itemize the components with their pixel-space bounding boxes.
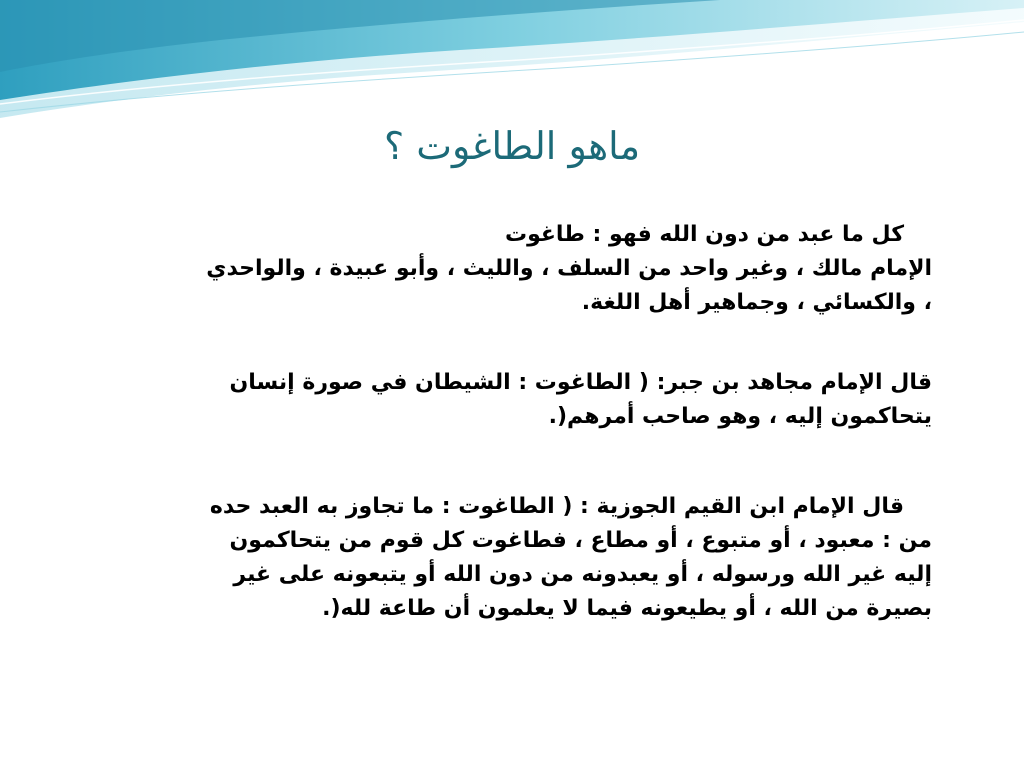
paragraph-line: قال الإمام ابن القيم الجوزية : ( الطاغوت : ما تجاوز به العبد حده: [209, 494, 904, 519]
paragraph-line: الإمام مالك ، وغير واحد من السلف ، والليث ، وأبو عبيدة ، والواحدي: [206, 256, 932, 281]
paragraph-line: بصيرة من الله ، أو يطيعونه فيما لا يعلمون أن طاعة لله(.: [322, 596, 932, 621]
paragraph-ibn-qayyim-quote: [62, 490, 932, 626]
paragraph-definition: [62, 218, 932, 320]
paragraph-line: إليه غير الله ورسوله ، أو يعبدونه من دون الله أو يتبعونه على غير: [233, 562, 932, 587]
header-wave-decoration: [0, 0, 1024, 140]
paragraph-line: من : معبود ، أو متبوع ، أو مطاع ، فطاغوت كل قوم من يتحاكمون: [229, 528, 932, 553]
paragraph-line: قال الإمام مجاهد بن جبر: ( الطاغوت : الشيطان في صورة إنسان: [229, 370, 932, 395]
paragraph-line: ، والكسائي ، وجماهير أهل اللغة.: [581, 290, 932, 315]
paragraph-mujahid-quote: [62, 366, 932, 434]
slide-title: ماهو الطاغوت ؟: [383, 124, 641, 168]
paragraph-line: يتحاكمون إليه ، وهو صاحب أمرهم(.: [548, 404, 932, 429]
paragraph-line: كل ما عبد من دون الله فهو : طاغوت: [504, 222, 904, 247]
